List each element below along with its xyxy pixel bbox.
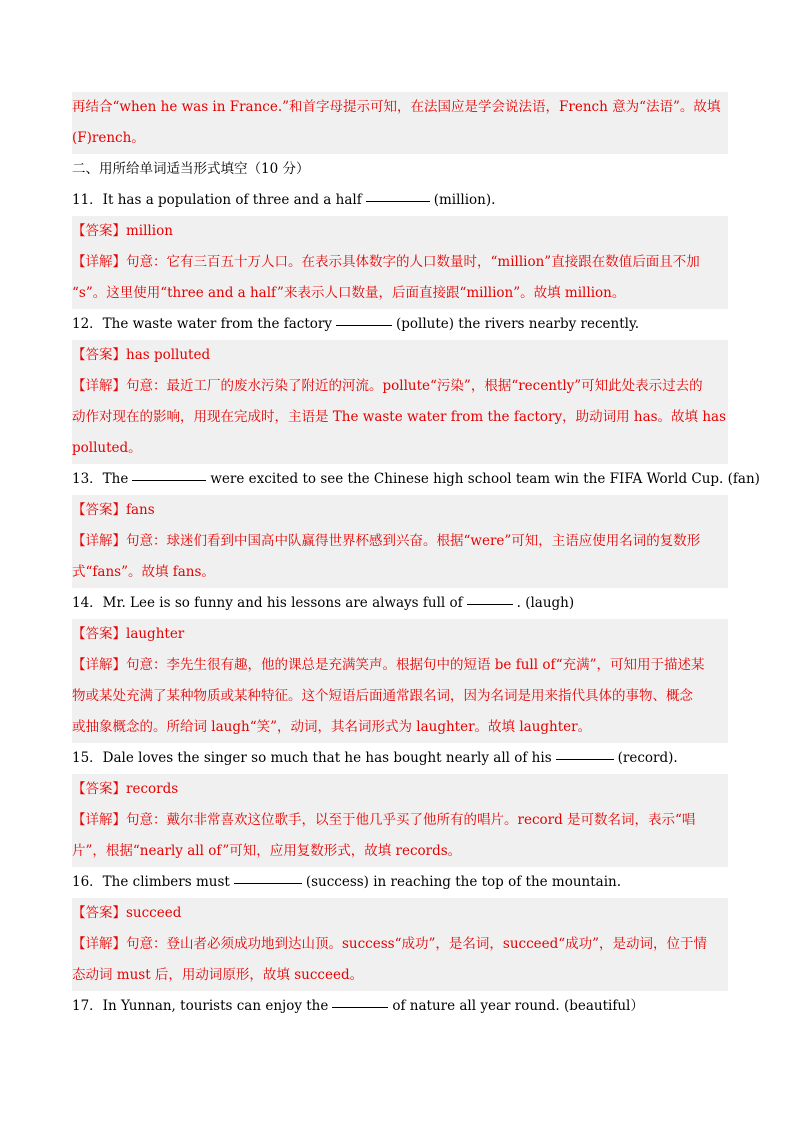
answer-blank <box>366 200 430 202</box>
answer-blank <box>336 324 392 326</box>
question-15: 15．Dale loves the singer so much that he has bought nearly all of his (record). <box>72 750 678 766</box>
question-14: 14．Mr. Lee is so funny and his lessons are always full of . (laugh) <box>72 595 575 611</box>
answer-block-14 <box>72 619 728 743</box>
answer-text: succeed <box>126 905 182 921</box>
answer-block-15 <box>72 774 728 867</box>
answer-tag: 【答案】 <box>72 223 126 239</box>
intro-line-2: (F)rench。 <box>72 130 145 146</box>
question-17: 17．In Yunnan, tourists can enjoy the of nature all year round. (beautiful） <box>72 998 644 1014</box>
answer-tag: 【答案】 <box>72 347 126 363</box>
detail-line: 句意：它有三百五十万人口。在表示具体数字的人口数量时，“million”直接跟在数值后面且不加 <box>126 254 700 270</box>
answer-tag: 【答案】 <box>72 781 126 797</box>
detail-tag: 【详解】 <box>72 657 126 673</box>
answer-block-16 <box>72 898 728 991</box>
detail-line: 句意：最近工厂的废水污染了附近的河流。pollute“污染”，根据“recently”可知此处表示过去的 <box>126 378 703 394</box>
detail-line: 态动词 must 后，用动词原形，故填 succeed。 <box>72 967 364 983</box>
answer-blank <box>556 758 614 760</box>
answer-text: records <box>126 781 179 797</box>
detail-line: 式“fans”。故填 fans。 <box>72 564 215 580</box>
detail-line: 句意：戴尔非常喜欢这位歌手，以至于他几乎买了他所有的唱片。record 是可数名词，表示“唱 <box>126 812 696 828</box>
detail-line: 动作对现在的影响，用现在完成时，主语是 The waste water from the factory，助动词用 has。故填 has <box>72 409 727 425</box>
question-16: 16．The climbers must (success) in reaching the top of the mountain. <box>72 874 622 890</box>
answer-tag: 【答案】 <box>72 905 126 921</box>
detail-line: 片”，根据“nearly all of”可知，应用复数形式，故填 records。 <box>72 843 462 859</box>
detail-line: “s”。这里使用“three and a half”来表示人口数量，后面直接跟“million”。故填 million。 <box>72 285 626 301</box>
answer-text: fans <box>126 502 155 518</box>
answer-blank <box>467 603 513 605</box>
intro-explanation <box>72 92 728 154</box>
section-title: 二、用所给单词适当形式填空（10 分） <box>72 161 310 177</box>
answer-text: million <box>126 223 173 239</box>
answer-text: has polluted <box>126 347 211 363</box>
detail-tag: 【详解】 <box>72 378 126 394</box>
answer-blank <box>234 882 302 884</box>
answer-blank <box>332 1006 388 1008</box>
answer-block-11 <box>72 216 728 309</box>
answer-tag: 【答案】 <box>72 502 126 518</box>
detail-line: 句意：球迷们看到中国高中队赢得世界杯感到兴奋。根据“were”可知，主语应使用名词的复数形 <box>126 533 701 549</box>
detail-line: 或抽象概念的。所给词 laugh“笑”，动词，其名词形式为 laughter。故填 laughter。 <box>72 719 592 735</box>
content <box>72 92 760 1022</box>
answer-text: laughter <box>126 626 185 642</box>
answer-blank <box>132 479 206 481</box>
detail-line: polluted。 <box>72 440 142 456</box>
answer-tag: 【答案】 <box>72 626 126 642</box>
detail-tag: 【详解】 <box>72 254 126 270</box>
question-11: 11．It has a population of three and a half (million). <box>72 192 496 208</box>
answer-block-13 <box>72 495 728 588</box>
question-12: 12．The waste water from the factory (pollute) the rivers nearby recently. <box>72 316 640 332</box>
detail-tag: 【详解】 <box>72 533 126 549</box>
question-13: 13．The were excited to see the Chinese high school team win the FIFA World Cup. (fan) <box>72 471 760 487</box>
detail-tag: 【详解】 <box>72 812 126 828</box>
detail-line: 句意：李先生很有趣，他的课总是充满笑声。根据句中的短语 be full of“充满”，可知用于描述某 <box>126 657 705 673</box>
intro-line-1: 再结合“when he was in France.”和首字母提示可知，在法国应是学会说法语，French 意为“法语”。故填 <box>72 99 721 115</box>
detail-line: 句意：登山者必须成功地到达山顶。success“成功”，是名词，succeed“成功”，是动词，位于情 <box>126 936 708 952</box>
answer-block-12 <box>72 340 728 464</box>
detail-line: 物或某处充满了某种物质或某种特征。这个短语后面通常跟名词，因为名词是用来指代具体的事物、概念 <box>72 688 693 704</box>
detail-tag: 【详解】 <box>72 936 126 952</box>
